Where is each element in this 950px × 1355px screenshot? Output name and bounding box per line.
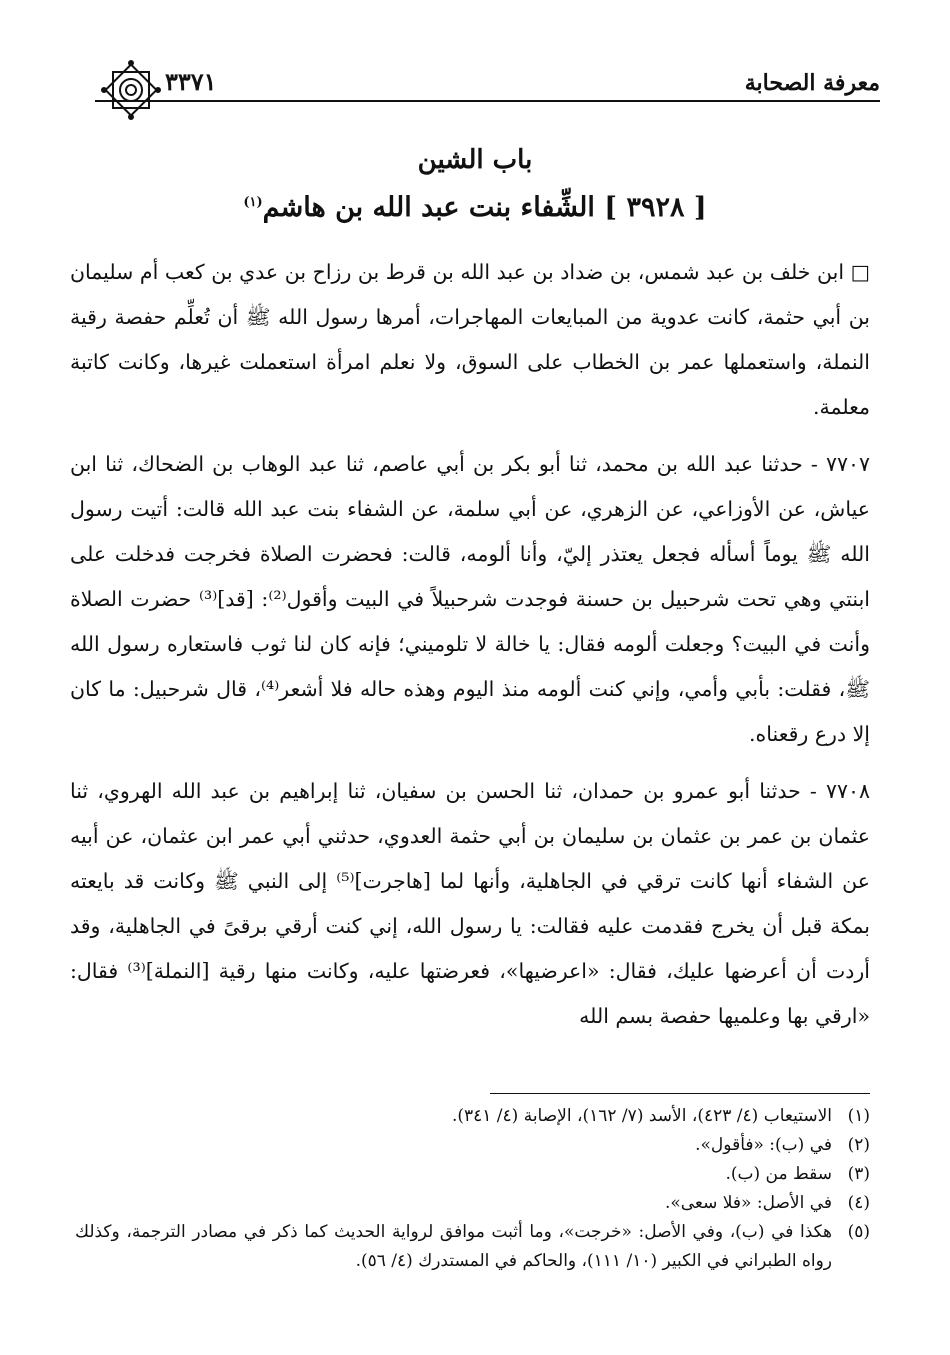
footnote — [75, 1131, 870, 1160]
footnote-number: (٥) — [847, 1222, 870, 1242]
paragraph-intro: □ ابن خلف بن عبد شمس، بن ضداد بن عبد الله بن قرط بن رزاح بن عدي بن كعب أم سليمان بن أبي حثمة، كانت عدوية من المبايعات المهاجرات، أمرها رسول الله ﷺ أن تُعلِّم حفصة رقية النملة، واستعملها عمر بن الخطاب على السوق، ولا نعلم امرأة استعملت غيرها، وكانت كاتبة معلمة. — [70, 260, 870, 419]
footnote — [75, 1160, 870, 1189]
footnote-text: في الأصل: «فلا سعى». — [664, 1193, 832, 1213]
footnote-number: (٢) — [847, 1135, 870, 1155]
footnote — [75, 1218, 870, 1276]
ornament-icon — [96, 55, 166, 125]
footnote-number: (٤) — [847, 1193, 870, 1213]
footnote — [75, 1189, 870, 1218]
footnotes — [75, 1102, 870, 1276]
main-text — [70, 250, 870, 1051]
page-header — [95, 60, 880, 102]
footnote-number: (٣) — [847, 1164, 870, 1184]
footnote — [75, 1102, 870, 1131]
footnote-number: (١) — [847, 1106, 870, 1126]
footnote-text: الاستيعاب (٤/ ٤٢٣)، الأسد (٧/ ١٦٢)، الإصابة (٤/ ٣٤١). — [451, 1106, 832, 1126]
footnote-text: هكذا في (ب)، وفي الأصل: «خرجت»، وما أثبت موافق لرواية الحديث كما ذكر في مصادر الترجمة، وكذلك رواه الطبراني في الكبير (١٠/ ١١١)، والحاكم في المستدرك (٤/ ٥٦). — [75, 1222, 832, 1271]
footnote-text: سقط من (ب). — [725, 1164, 832, 1184]
paragraph-7708: ٧٧٠٨ - حدثنا أبو عمرو بن حمدان، ثنا الحسن بن سفيان، ثنا إبراهيم بن عبد الله الهروي، ثنا عثمان بن عمر بن عثمان بن سليمان بن أبي حثمة العدوي، حدثني أبي عمر ابن عثمان، عن أبيه عن الشفاء أنها كانت ترقي في الجاهلية، وأنها لما [هاجرت]⁽⁵⁾ إلى النبي ﷺ وكانت قد بايعته بمكة قبل أن يخرج فقدمت عليه فقالت: يا رسول الله، إني كنت أرقي برقىً في الجاهلية، وقد أردت أن أعرضها عليك، فقال: «اعرضيها»، فعرضتها عليه، وكانت منها رقية [النملة]⁽³⁾ فقال: «ارقي بها وعلميها حفصة بسم الله — [70, 779, 870, 1028]
footnote-text: في (ب): «فأقول». — [695, 1135, 832, 1155]
book-title: معرفة الصحابة — [744, 70, 880, 96]
entry-title: [ ٣٩٢٨ ] الشِّفاء بنت عبد الله بن هاشم — [262, 192, 707, 223]
entry-note-ref: (١) — [243, 195, 263, 210]
chapter-title: باب الشين — [417, 145, 533, 175]
entry-heading — [70, 192, 880, 223]
footnote-divider — [490, 1093, 870, 1094]
paragraph-7707: ٧٧٠٧ - حدثنا عبد الله بن محمد، ثنا أبو بكر بن أبي عاصم، ثنا عبد الوهاب بن الضحاك، ثنا ابن عياش، عن الأوزاعي، عن الزهري، عن أبي سلمة، عن الشفاء بنت عبد الله قالت: أتيت رسول الله ﷺ يوماً أسأله فجعل يعتذر إليّ، وأنا ألومه، قالت: فحضرت الصلاة فخرجت فدخلت على ابنتي وهي تحت شرحبيل بن حسنة فوجدت شرحبيلاً في البيت وأقول⁽²⁾: [قد]⁽³⁾ حضرت الصلاة وأنت في البيت؟ وجعلت ألومه فقال: يا خالة لا تلوميني؛ فإنه كان لنا ثوب فاستعاره رسول الله ﷺ، فقلت: بأبي وأمي، وإني كنت ألومه منذ اليوم وهذه حاله فلا أشعر⁽⁴⁾، قال شرحبيل: ما كان إلا درع رقعناه. — [70, 452, 870, 746]
page-number: ٣٣٧١ — [165, 67, 217, 96]
